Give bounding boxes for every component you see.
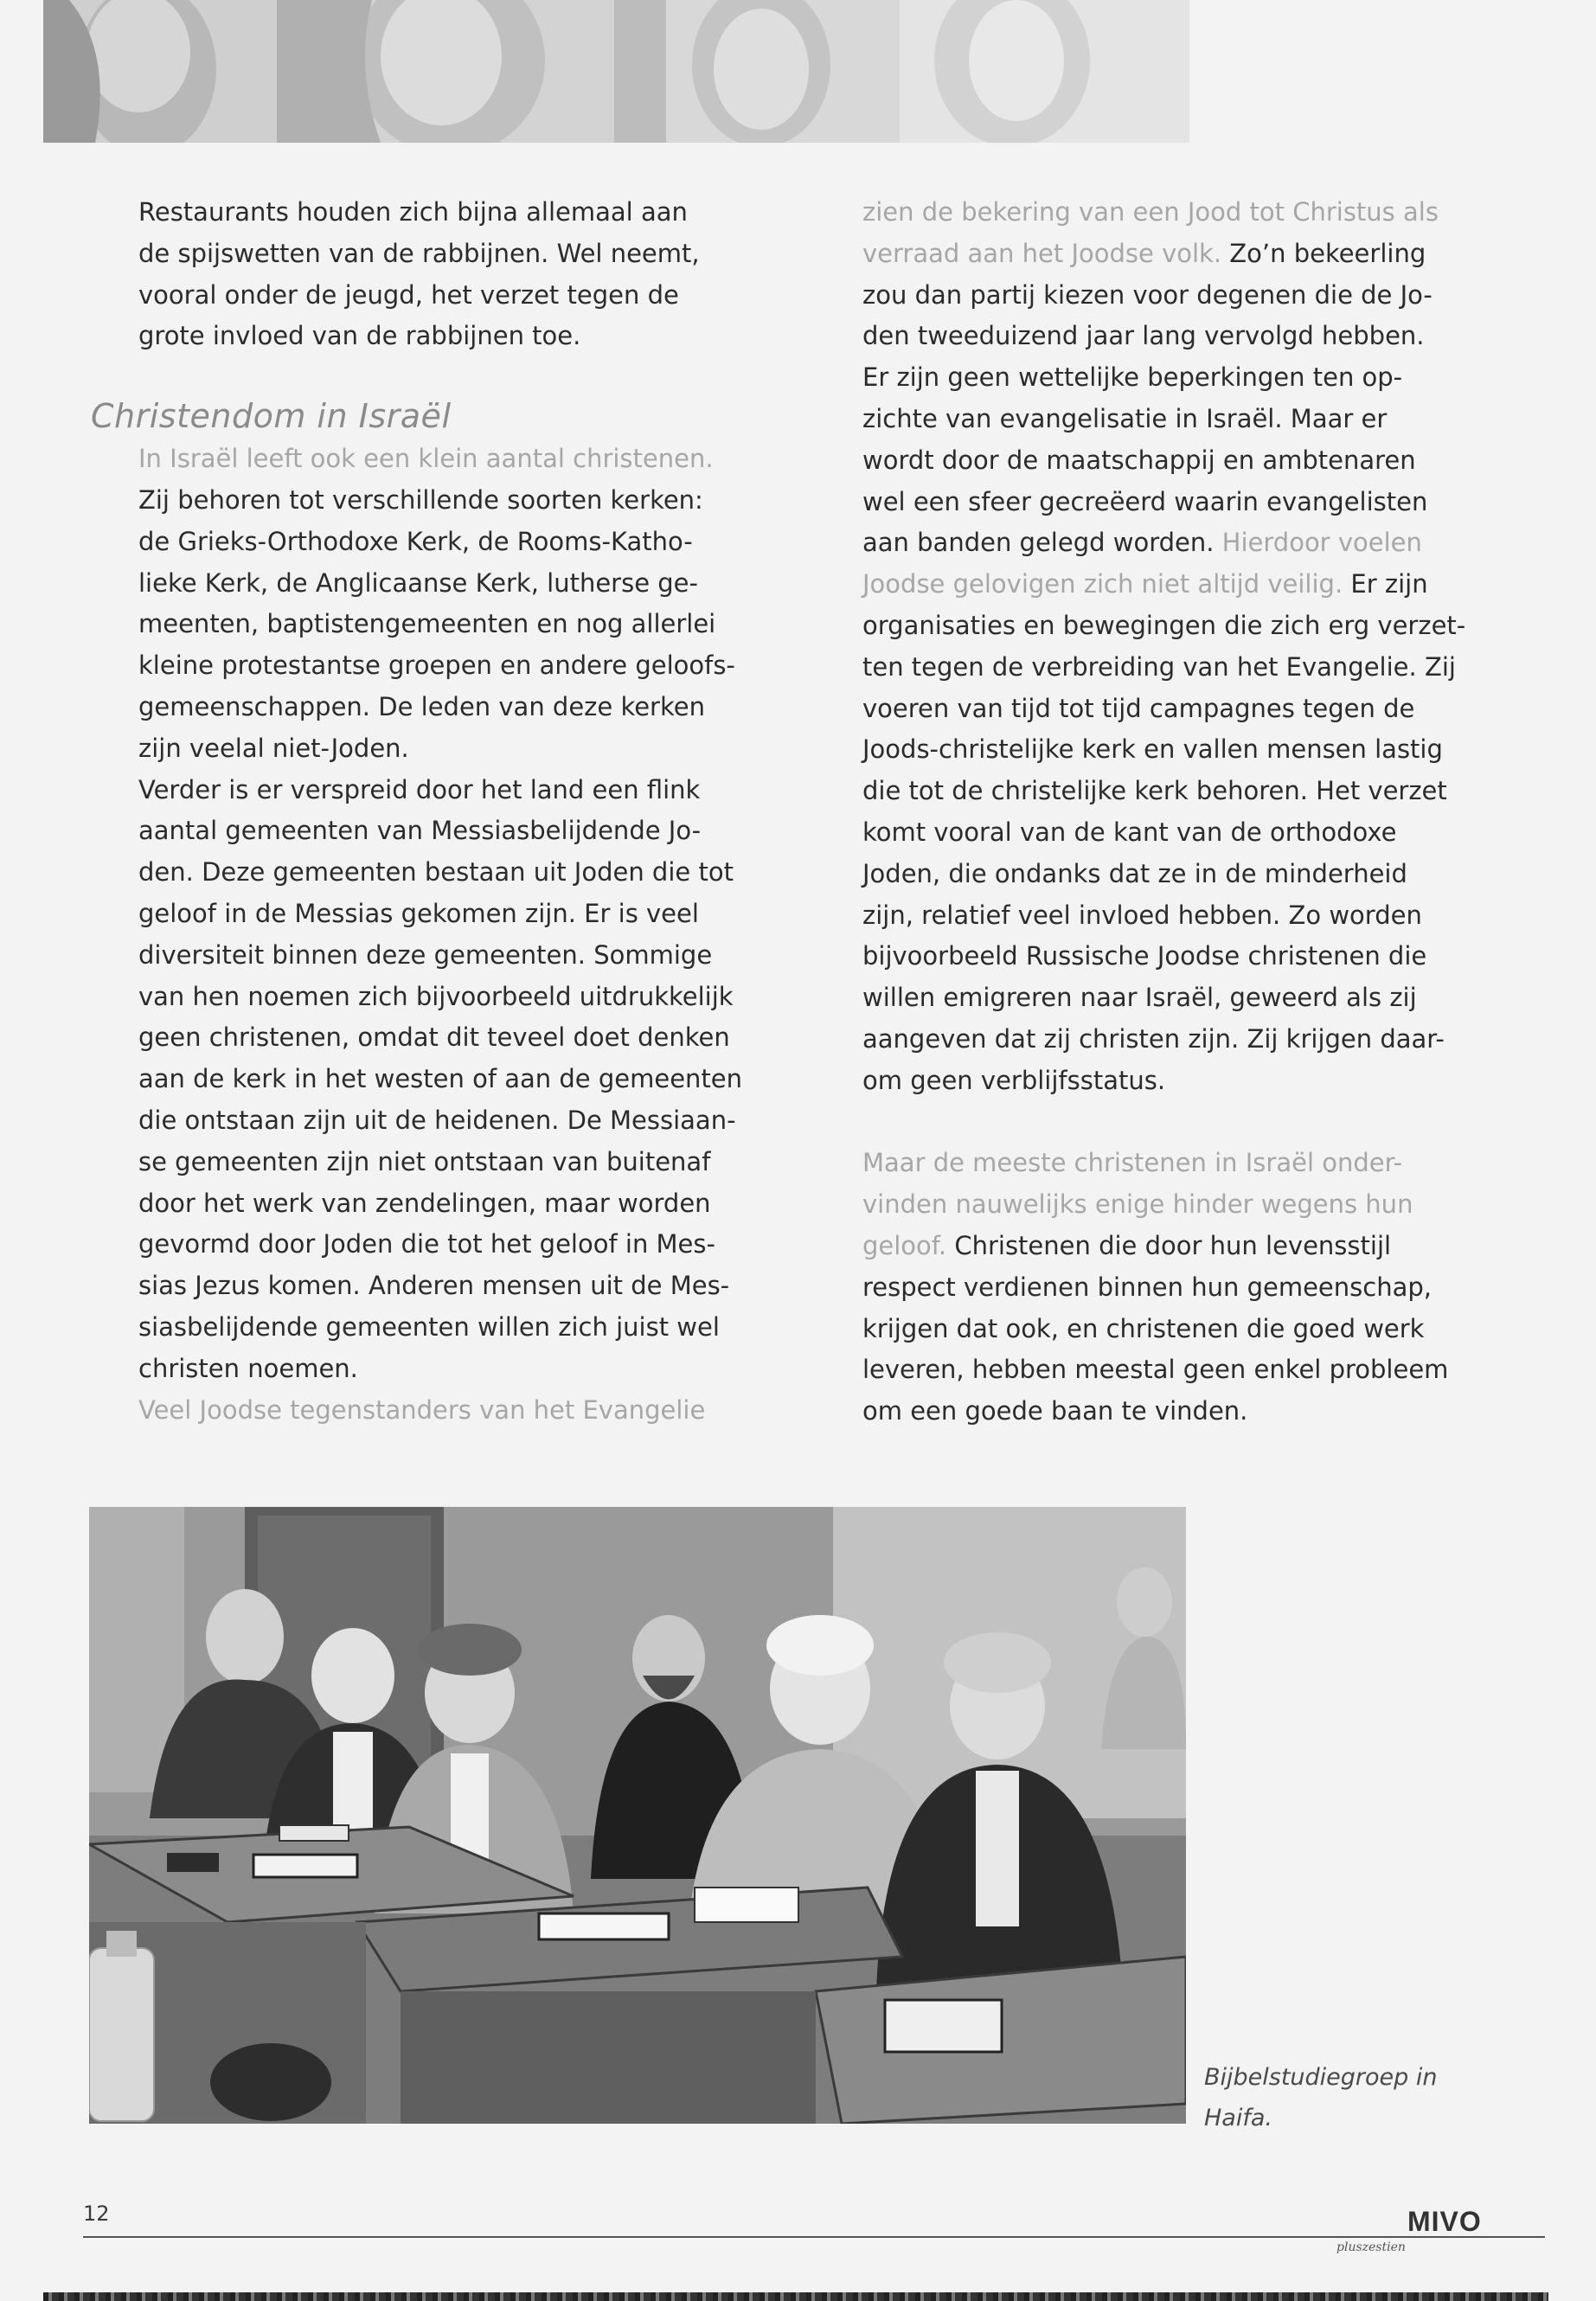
body-line: ten tegen de verbreiding van het Evangelie. Zij xyxy=(862,651,1456,682)
left-text-column xyxy=(91,192,761,1431)
mivo-logo: MIVO xyxy=(1407,2206,1482,2237)
body-line: meenten, baptistengemeenten en nog allerlei xyxy=(138,609,716,639)
highlight-line: zien de bekering van een Jood tot Christus als xyxy=(862,197,1439,227)
body-line: om geen verblijfsstatus. xyxy=(862,1065,1166,1095)
body-line: lieke Kerk, de Anglicaanse Kerk, lutherse ge- xyxy=(138,567,698,598)
body-line: Zij behoren tot verschillende soorten kerken: xyxy=(138,484,703,515)
body-line: om een goede baan te vinden. xyxy=(862,1396,1248,1426)
body-line: Joods-christelijke kerk en vallen mensen lastig xyxy=(862,734,1443,765)
body-line: krijgen dat ook, en christenen die goed werk xyxy=(862,1313,1425,1343)
highlight-span: Joodse gelovigen zich niet altijd veilig. xyxy=(862,569,1343,599)
body-line: Er zijn geen wettelijke beperkingen ten op- xyxy=(862,362,1403,393)
scan-edge xyxy=(43,2292,1548,2301)
body-line: komt vooral van de kant van de orthodoxe xyxy=(862,817,1397,847)
header-face-photo xyxy=(900,0,1189,143)
body-line: respect verdienen binnen hun gemeenschap, xyxy=(862,1272,1432,1302)
body-line: Verder is er verspreid door het land een flink xyxy=(138,774,701,804)
body-line: zichte van evangelisatie in Israël. Maar er xyxy=(862,403,1388,433)
body-line: zijn, relatief veel invloed hebben. Zo worden xyxy=(862,900,1422,930)
highlight-span: geloof. xyxy=(862,1230,947,1260)
highlight-span: verraad aan het Joodse volk. xyxy=(862,238,1222,268)
body-line: sias Jezus komen. Anderen mensen uit de Mes- xyxy=(138,1271,730,1301)
body-line: christen noemen. xyxy=(138,1353,358,1383)
body-span: aan banden gelegd worden. xyxy=(862,528,1222,558)
body-line: aan de kerk in het westen of aan de gemeenten xyxy=(138,1064,743,1094)
intro-line: In Israël leeft ook een klein aantal christenen. xyxy=(138,444,714,474)
body-line: se gemeenten zijn niet ontstaan van buitenaf xyxy=(138,1146,711,1176)
body-line: den. Deze gemeenten bestaan uit Joden die tot xyxy=(138,857,734,888)
body-span: Christenen die door hun levensstijl xyxy=(946,1230,1392,1260)
body-line: door het werk van zendelingen, maar worden xyxy=(138,1188,711,1218)
mixed-line xyxy=(862,522,1485,564)
body-line: die ontstaan zijn uit de heidenen. De Messiaan- xyxy=(138,1105,736,1135)
section-heading: Christendom in Israël xyxy=(91,397,452,436)
logo-subtitle: pluszestien xyxy=(1336,2240,1406,2254)
body-span: Zo’n bekeerling xyxy=(1221,238,1426,268)
mixed-line xyxy=(862,1226,1485,1267)
mixed-line xyxy=(862,234,1485,275)
body-line: zijn veelal niet-Joden. xyxy=(138,733,409,763)
body-line: geen christenen, omdat dit teveel doet denken xyxy=(138,1022,730,1053)
body-line: Restaurants houden zich bijna allemaal aan xyxy=(138,197,688,227)
body-line: Joden, die ondanks dat ze in de minderheid xyxy=(862,858,1407,888)
body-line: de spijswetten van de rabbijnen. Wel neemt, xyxy=(138,238,700,268)
body-line: aantal gemeenten van Messiasbelijdende Jo- xyxy=(138,816,702,846)
body-line: organisaties en bewegingen die zich erg verzet- xyxy=(862,610,1466,640)
footer-rule xyxy=(83,2236,1545,2238)
body-line: wordt door de maatschappij en ambtenaren xyxy=(862,445,1416,475)
body-line: geloof in de Messias gekomen zijn. Er is veel xyxy=(138,898,699,928)
body-line: kleine protestantse groepen en andere geloofs- xyxy=(138,651,735,681)
body-line: willen emigreren naar Israël, geweerd als zij xyxy=(862,983,1417,1013)
caption-line: Bijbelstudiegroep in xyxy=(1204,2064,1438,2091)
highlight-line: vinden nauwelijks enige hinder wegens hun xyxy=(862,1189,1413,1220)
mixed-line xyxy=(862,564,1485,606)
paragraph-gap xyxy=(862,1102,1485,1144)
body-line: wel een sfeer gecreëerd waarin evangelisten xyxy=(862,486,1428,516)
body-line: van hen noemen zich bijvoorbeeld uitdrukkelijk xyxy=(138,981,734,1011)
body-line: diversiteit binnen deze gemeenten. Sommige xyxy=(138,939,713,970)
header-photo-strip xyxy=(43,0,1189,143)
caption-line: Haifa. xyxy=(1204,2105,1272,2131)
body-line: zou dan partij kiezen voor degenen die de Jo- xyxy=(862,279,1433,310)
header-face-photo xyxy=(277,0,614,143)
body-line: gemeenschappen. De leden van deze kerken xyxy=(138,691,705,721)
body-line: voeren van tijd tot tijd campagnes tegen de xyxy=(862,693,1415,723)
highlight-line: Maar de meeste christenen in Israël onder- xyxy=(862,1148,1403,1178)
body-line: die tot de christelijke kerk behoren. Het verzet xyxy=(862,776,1447,806)
highlight-span: Hierdoor voelen xyxy=(1221,528,1422,558)
body-line: den tweeduizend jaar lang vervolgd hebben. xyxy=(862,321,1425,351)
right-text-column xyxy=(862,192,1485,1433)
body-line: leveren, hebben meestal geen enkel probleem xyxy=(862,1355,1449,1385)
body-line: aangeven dat zij christen zijn. Zij krijgen daar- xyxy=(862,1023,1445,1054)
body-line: siasbelijdende gemeenten willen zich juist wel xyxy=(138,1311,720,1342)
photo-caption xyxy=(1204,2057,1464,2138)
page-number: 12 xyxy=(83,2202,110,2226)
body-line: gevormd door Joden die tot het geloof in Mes- xyxy=(138,1229,715,1259)
body-line: grote invloed van de rabbijnen toe. xyxy=(138,321,581,351)
group-photo xyxy=(89,1507,1186,2124)
body-span: Er zijn xyxy=(1343,569,1428,599)
body-line: vooral onder de jeugd, het verzet tegen de xyxy=(138,279,679,310)
header-face-photo xyxy=(43,0,277,143)
body-line: de Grieks-Orthodoxe Kerk, de Rooms-Katho- xyxy=(138,526,693,556)
highlight-line: Veel Joodse tegenstanders van het Evangelie xyxy=(138,1394,706,1425)
header-face-photo xyxy=(614,0,900,143)
body-line: bijvoorbeeld Russische Joodse christenen die xyxy=(862,941,1427,971)
